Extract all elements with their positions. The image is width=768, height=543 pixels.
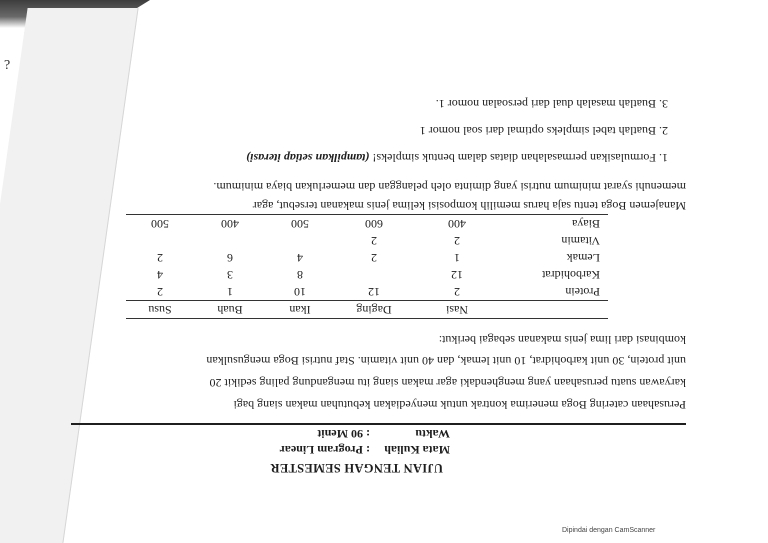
table-cell: 4: [297, 251, 303, 265]
closing-line-2: memenuhi syarat minimum nutrisi yang diminta oleh pelanggan dan memerlukan biaya minimum.: [213, 180, 686, 194]
table-cell: 500: [266, 215, 334, 233]
table-cell: 12: [451, 268, 463, 282]
table-header-cell: [500, 301, 608, 319]
question-emphasis: (tampilkan setiap iterasi): [246, 151, 370, 165]
table-cell: [194, 232, 266, 249]
closing-line-1: Manajemen Boga tentu saja harus memilih komposisi kelima jenis makanan tersebut, agar: [252, 199, 686, 213]
intro-line-3: unit protein, 30 unit karbohidrat, 10 unit lemak, dan 40 unit vitamin. Staf nutrisi Boga mengusulkan: [206, 354, 686, 368]
question-2: [420, 123, 668, 138]
table-cell: 3: [227, 268, 233, 282]
table-header-cell: Buah: [194, 301, 266, 319]
table-cell: 1: [454, 251, 460, 265]
table-row: [126, 215, 608, 233]
table-row: [126, 266, 608, 283]
table-cell: Karbohidrat: [542, 268, 600, 282]
question-number: 2.: [659, 124, 668, 138]
table-cell: 12: [368, 285, 380, 299]
intro-line-4: kombinasi dari lima jenis makanan sebagai berikut:: [438, 333, 686, 347]
question-text: Buatlah tabel simpleks optimal dari soal nomor 1: [419, 124, 656, 138]
table-cell: [334, 266, 414, 283]
table-cell: 2: [371, 251, 377, 265]
table-cell: Vitamin: [561, 234, 600, 248]
table-cell: 4: [157, 268, 163, 282]
table-cell: 400: [194, 215, 266, 233]
table-row: [126, 283, 608, 301]
table-cell: Protein: [565, 285, 600, 299]
time-label: Waktu: [415, 427, 450, 441]
course-label: Mata Kuliah: [384, 443, 450, 457]
table-cell: 2: [157, 285, 163, 299]
table-row: [126, 249, 608, 266]
table-cell: [126, 232, 194, 249]
table-row: [126, 232, 608, 249]
table-cell: Biaya: [500, 215, 608, 233]
question-number: 3.: [659, 97, 668, 111]
question-text: Buatlah masalah dual dari persoalan nomor 1.: [435, 97, 656, 111]
table-cell: 2: [454, 285, 460, 299]
table-cell: 600: [334, 215, 414, 233]
table-cell: 2: [157, 251, 163, 265]
table-header-row: [126, 301, 608, 319]
table-cell: [266, 232, 334, 249]
question-text: Formulasikan permasalahan diatas dalam bentuk simpleks!: [369, 151, 656, 165]
intro-line-1: Perusahaan catering Boga menerima kontrak untuk menyediakan kebutuhan makan siang bagi: [233, 398, 686, 412]
table-header-cell: Daging: [334, 301, 414, 319]
table-header-cell: Susu: [126, 301, 194, 319]
table-cell: 6: [227, 251, 233, 265]
nutrition-table: [126, 214, 608, 319]
intro-line-2: karyawan suatu perusahaan yang menghendaki agar makan siang itu mengandung paling sedikit 20: [209, 376, 686, 390]
table-header-cell: Ikan: [266, 301, 334, 319]
table-cell: 2: [371, 234, 377, 248]
course-value: : Program Linear: [279, 443, 370, 457]
scanner-watermark: Dipindai dengan CamScanner: [562, 527, 656, 534]
exam-title: UJIAN TENGAH SEMESTER: [270, 461, 443, 475]
side-mark: ?: [4, 58, 11, 73]
header-rule: [71, 423, 686, 425]
table-cell: 10: [294, 285, 306, 299]
table-cell: Lemak: [566, 251, 600, 265]
table-cell: 8: [297, 268, 303, 282]
time-value: : 90 Menit: [317, 427, 370, 441]
table-header-cell: Nasi: [414, 301, 500, 319]
table-cell: 2: [454, 234, 460, 248]
table-cell: 500: [126, 215, 194, 233]
table-cell: 1: [227, 285, 233, 299]
question-3: [436, 96, 668, 111]
table-cell: 400: [414, 215, 500, 233]
question-1: [246, 150, 668, 165]
question-number: 1.: [659, 151, 668, 165]
